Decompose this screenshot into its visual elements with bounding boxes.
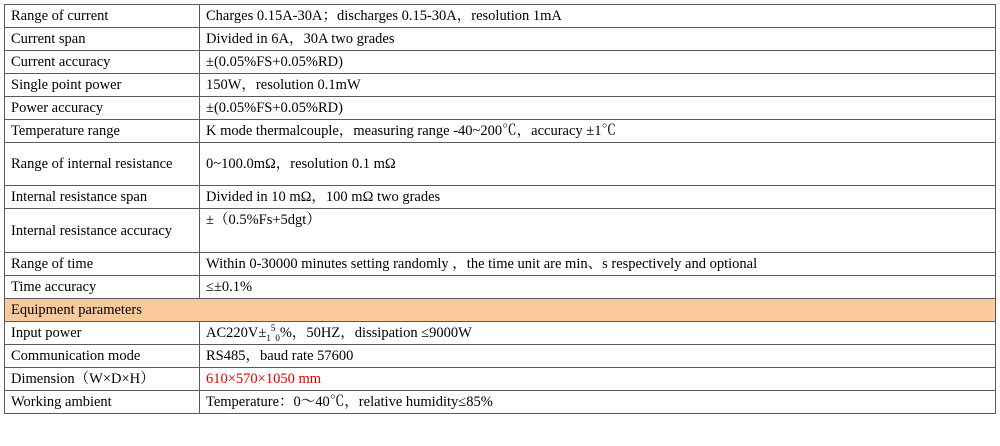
table-row bbox=[5, 51, 996, 74]
row-label: Internal resistance span bbox=[5, 186, 200, 209]
table-row bbox=[5, 28, 996, 51]
spec-table bbox=[4, 4, 996, 414]
row-value: 150W，resolution 0.1mW bbox=[200, 74, 996, 97]
input-power-prefix: AC220V± bbox=[206, 325, 267, 341]
row-value: Charges 0.15A-30A；discharges 0.15-30A，resolution 1mA bbox=[200, 5, 996, 28]
table-row bbox=[5, 120, 996, 143]
input-power-suffix: %，50HZ，dissipation ≤9000W bbox=[279, 325, 472, 341]
table-row bbox=[5, 391, 996, 414]
row-label: Range of current bbox=[5, 5, 200, 28]
row-value: Divided in 10 mΩ，100 mΩ two grades bbox=[200, 186, 996, 209]
row-label: Current span bbox=[5, 28, 200, 51]
table-row bbox=[5, 74, 996, 97]
communication-mode-value: RS485，baud rate 57600 bbox=[200, 345, 996, 368]
input-power-value bbox=[200, 322, 996, 345]
table-row bbox=[5, 276, 996, 299]
row-value: ±（0.5%Fs+5dgt） bbox=[200, 209, 996, 253]
row-value: K mode thermalcouple，measuring range -40~200℃，accuracy ±1℃ bbox=[200, 120, 996, 143]
row-value: 0~100.0mΩ，resolution 0.1 mΩ bbox=[200, 143, 996, 186]
row-label: Range of time bbox=[5, 253, 200, 276]
working-ambient-value: Temperature：0～40℃，relative humidity≤85% bbox=[200, 391, 996, 414]
table-row bbox=[5, 186, 996, 209]
communication-mode-label: Communication mode bbox=[5, 345, 200, 368]
input-power-label: Input power bbox=[5, 322, 200, 345]
section-header-row bbox=[5, 299, 996, 322]
row-label: Current accuracy bbox=[5, 51, 200, 74]
table-row bbox=[5, 322, 996, 345]
table-row bbox=[5, 97, 996, 120]
table-row bbox=[5, 143, 996, 186]
row-label: Internal resistance accuracy bbox=[5, 209, 200, 253]
table-row bbox=[5, 5, 996, 28]
dimension-value: 610×570×1050 mm bbox=[200, 368, 996, 391]
table-row bbox=[5, 368, 996, 391]
row-value: ±(0.05%FS+0.05%RD) bbox=[200, 97, 996, 120]
input-power-tolerance-low: 1 bbox=[266, 332, 271, 343]
table-row bbox=[5, 345, 996, 368]
input-power-tolerance-high: 5 bbox=[270, 323, 276, 334]
section-title: Equipment parameters bbox=[5, 299, 996, 322]
row-value: ±(0.05%FS+0.05%RD) bbox=[200, 51, 996, 74]
row-label: Range of internal resistance bbox=[5, 143, 200, 186]
dimension-label: Dimension（W×D×H） bbox=[5, 368, 200, 391]
row-label: Single point power bbox=[5, 74, 200, 97]
row-value: Within 0-30000 minutes setting randomly ，the time unit are min、s respectively and optional bbox=[200, 253, 996, 276]
row-label: Temperature range bbox=[5, 120, 200, 143]
row-value: ≤±0.1% bbox=[200, 276, 996, 299]
input-power-tolerance-zero: 0 bbox=[275, 332, 280, 343]
working-ambient-label: Working ambient bbox=[5, 391, 200, 414]
table-row bbox=[5, 209, 996, 253]
row-label: Time accuracy bbox=[5, 276, 200, 299]
table-row bbox=[5, 253, 996, 276]
row-label: Power accuracy bbox=[5, 97, 200, 120]
row-value: Divided in 6A，30A two grades bbox=[200, 28, 996, 51]
